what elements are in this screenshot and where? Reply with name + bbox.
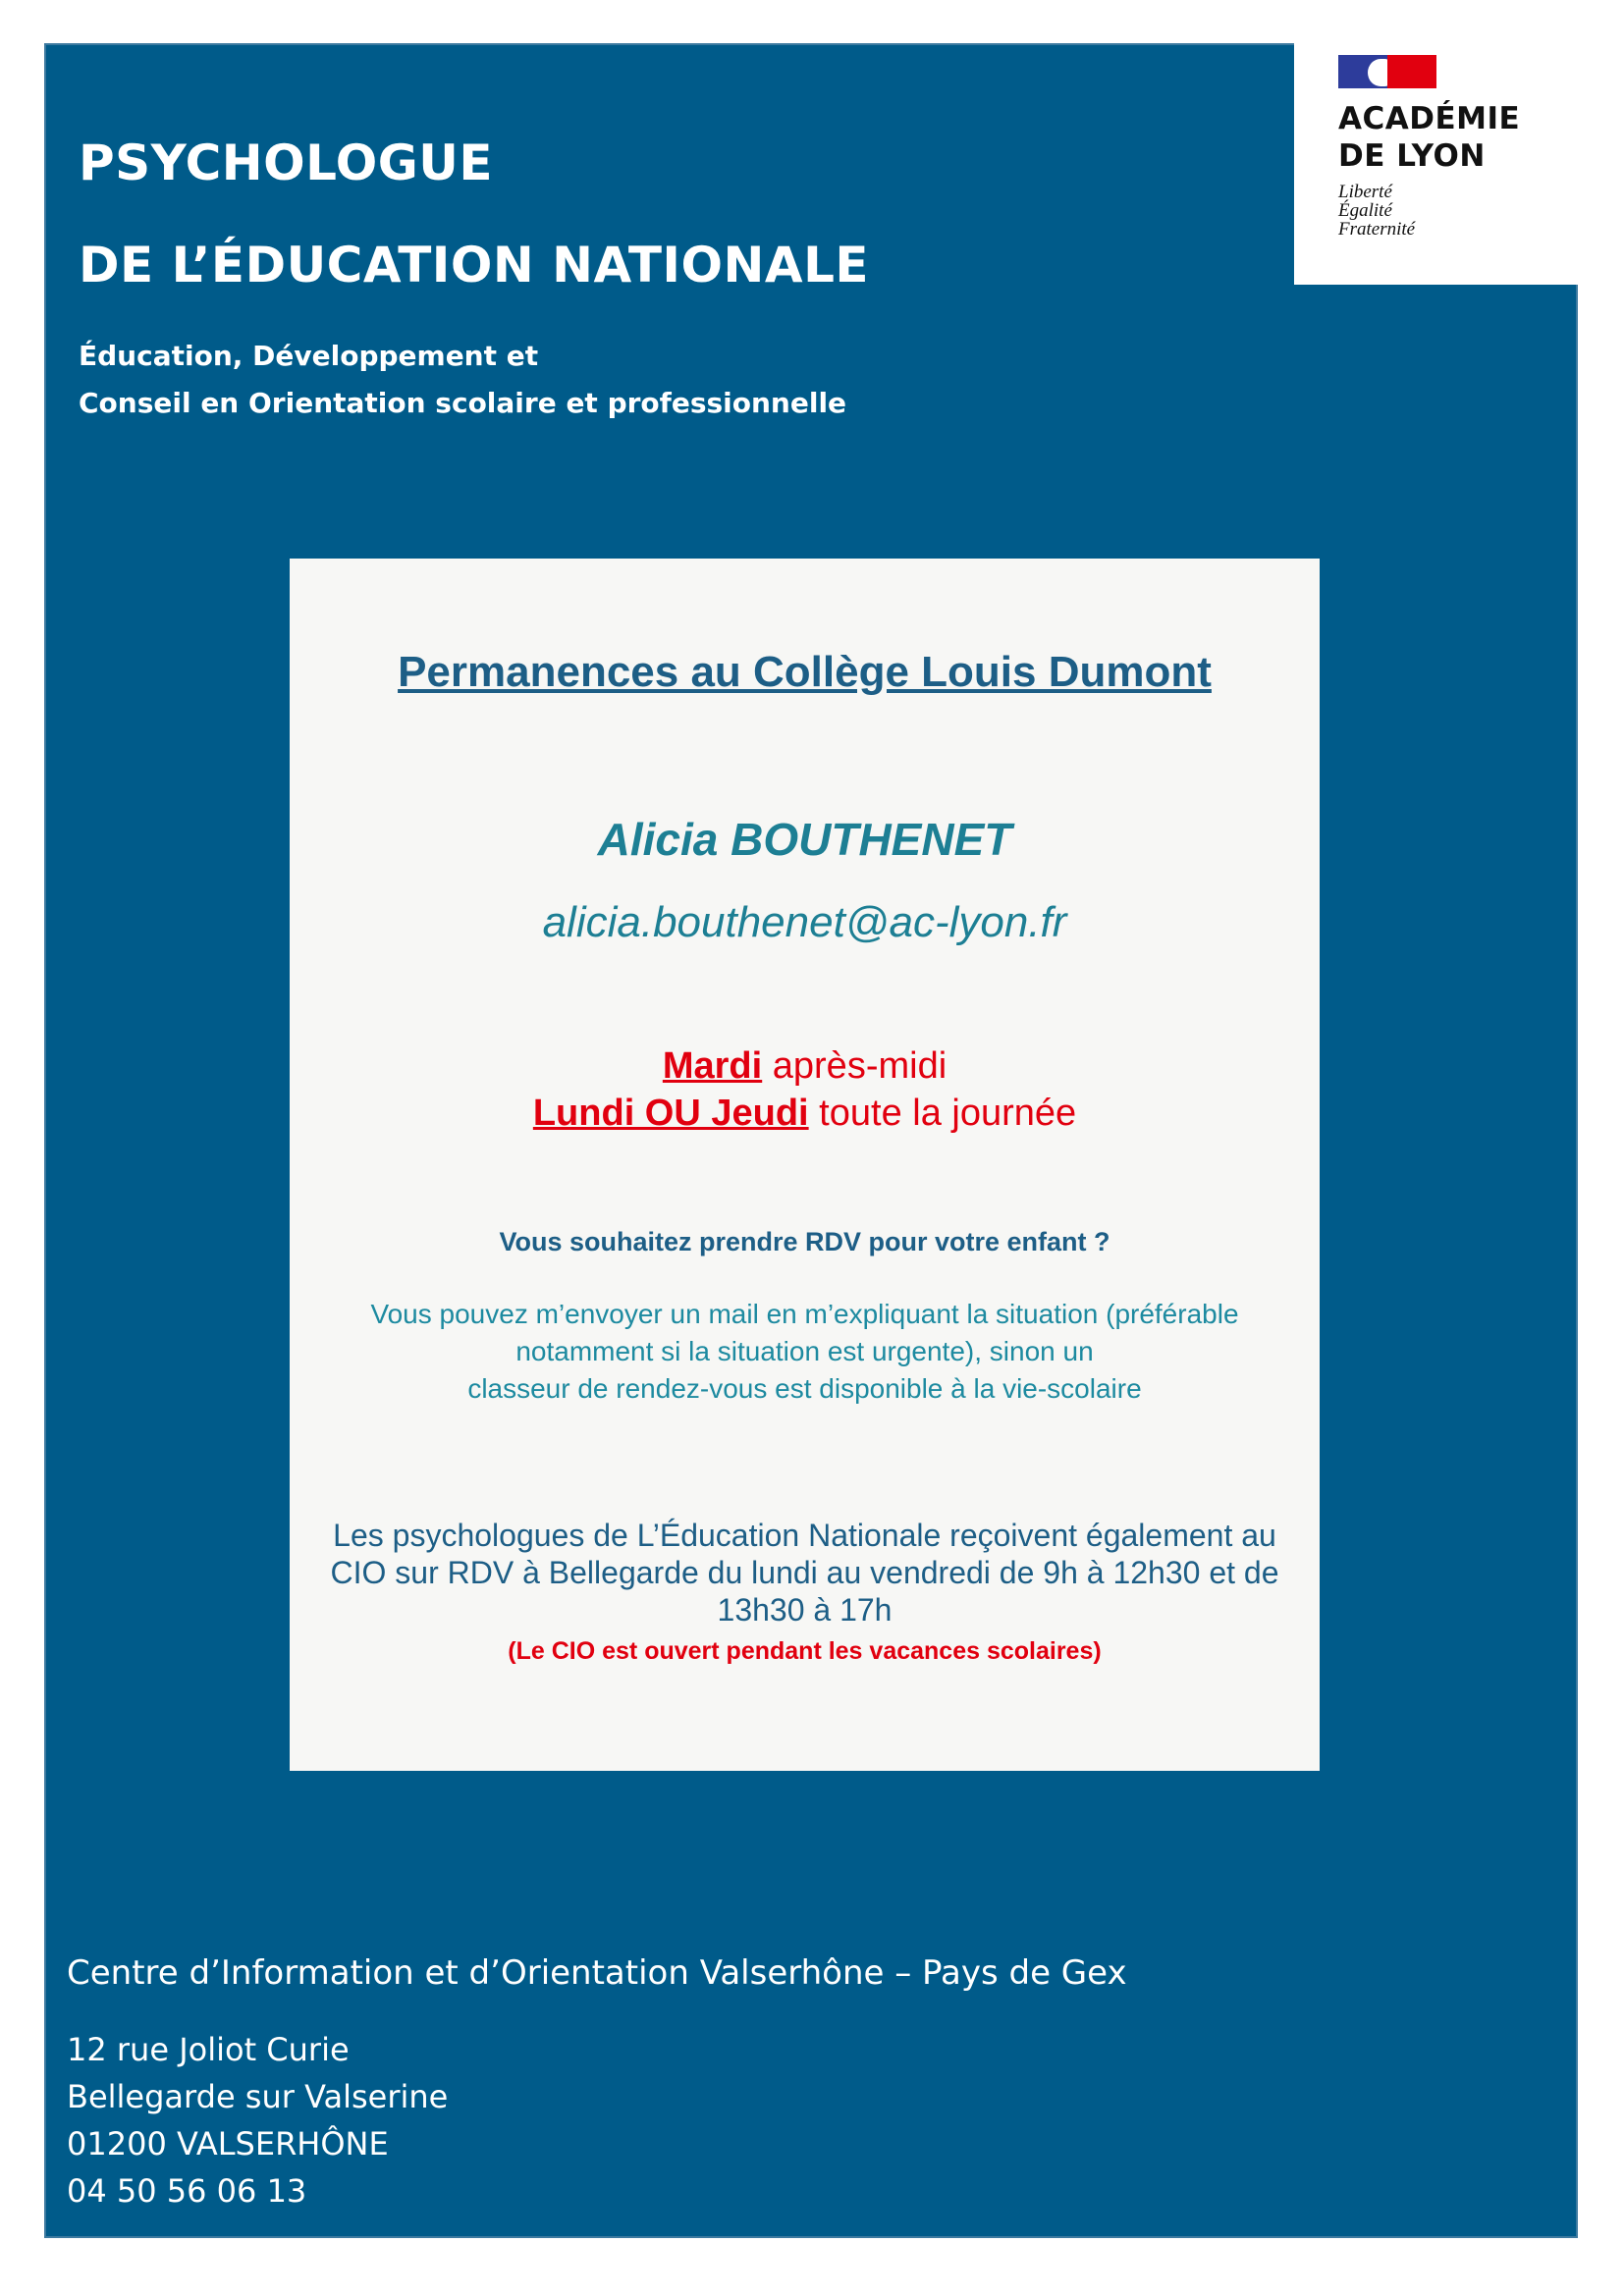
schedule-time-2: toute la journée [808,1093,1077,1134]
rdv-info [290,1296,1320,1408]
motto-liberte: Liberté [1338,182,1392,202]
psychologist-name: Alicia BOUTHENET [597,814,1012,865]
address-phone[interactable]: 04 50 56 06 13 [67,2172,307,2210]
address-postcode: 01200 VALSERHÔNE [67,2125,389,2163]
address-town: Bellegarde sur Valserine [67,2078,449,2115]
schedule-time-1: après-midi [762,1045,947,1087]
page-title-line2: DE L’ÉDUCATION NATIONALE [79,237,870,294]
schedule-line-2 [290,1093,1320,1135]
academie-logo [1294,43,1578,285]
schedule-line-1 [290,1045,1320,1088]
logo-title [1338,100,1520,175]
marianne-flag-icon [1338,55,1436,88]
rdv-info-line-3: classeur de rendez-vous est disponible à la vie-scolaire [467,1373,1142,1404]
motto-fraternite: Fraternité [1338,219,1416,240]
cio-info-line-2: CIO sur RDV à Bellegarde du lundi au vendredi de 9h à 12h30 et de [330,1555,1279,1590]
cio-info-line-1: Les psychologues de L’Éducation Nationale reçoivent également au [333,1518,1276,1553]
logo-motto [1338,183,1415,239]
logo-title-line1: ACADÉMIE [1338,101,1521,136]
card-heading: Permanences au Collège Louis Dumont [398,648,1212,696]
logo-title-line2: DE LYON [1338,138,1486,174]
rdv-question: Vous souhaitez prendre RDV pour votre enfant ? [499,1227,1110,1256]
motto-egalite: Égalité [1338,200,1392,221]
footer-address [67,2026,448,2215]
subtitle-line2: Conseil en Orientation scolaire et professionnelle [79,387,847,419]
page-title-line1: PSYCHOLOGUE [79,134,494,191]
footer-title: Centre d’Information et d’Orientation Valserhône – Pays de Gex [67,1953,1127,1993]
cio-info-line-3: 13h30 à 17h [717,1592,893,1628]
cio-note: (Le CIO est ouvert pendant les vacances scolaires) [508,1637,1102,1665]
cio-info [290,1517,1320,1629]
psychologist-email[interactable]: alicia.bouthenet@ac-lyon.fr [542,898,1067,946]
schedule-day-2: Lundi OU Jeudi [532,1093,809,1134]
rdv-info-line-1: Vous pouvez m’envoyer un mail en m’expliquant la situation (préférable [370,1299,1239,1329]
address-street: 12 rue Joliot Curie [67,2031,350,2068]
rdv-info-line-2: notamment si la situation est urgente), sinon un [515,1336,1094,1366]
subtitle-line1: Éducation, Développement et [79,340,539,372]
schedule-day-1: Mardi [662,1045,763,1087]
